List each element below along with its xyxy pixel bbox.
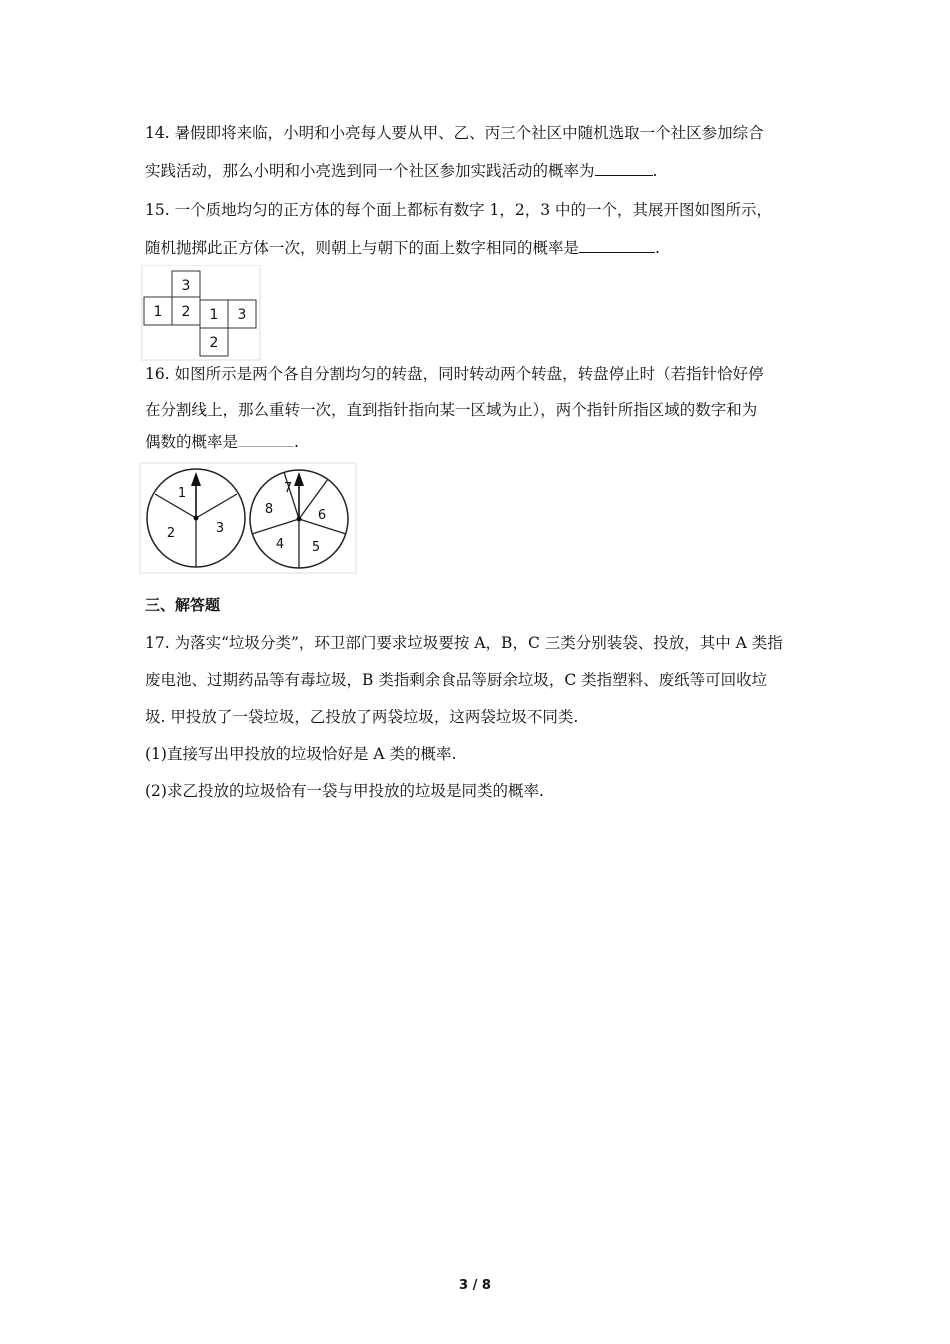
q14-line-1: 14. 暑假即将来临，小明和小亮每人要从甲、乙、丙三个社区中随机选取一个社区参加综合 xyxy=(145,124,764,142)
q17-sub-2: (2)求乙投放的垃圾恰有一袋与甲投放的垃圾是同类的概率. xyxy=(145,782,544,800)
spinner-2-sector-5: 5 xyxy=(311,540,321,555)
spinner-2-sector-7: 7 xyxy=(283,481,293,496)
q16-text: 偶数的概率是 xyxy=(145,433,239,451)
spinner-1-sector-3: 3 xyxy=(215,521,225,536)
q16-line-3 xyxy=(145,432,299,452)
q17-line-3: 圾. 甲投放了一袋垃圾，乙投放了两袋垃圾，这两袋垃圾不同类. xyxy=(145,708,579,726)
q15-line-1: 15. 一个质地均匀的正方体的每个面上都标有数字 1，2，3 中的一个，其展开图如图所示， xyxy=(145,201,773,219)
q14-answer-blank xyxy=(595,161,653,176)
cube-net-figure xyxy=(140,265,262,361)
q15-period: . xyxy=(655,239,660,257)
q17-line-1: 17. 为落实“垃圾分类”，环卫部门要求垃圾要按 A，B，C 三类分别装袋、投放，其中 A 类指 xyxy=(145,634,783,652)
q16-period: . xyxy=(294,433,299,451)
q16-line-1: 16. 如图所示是两个各自分割均匀的转盘，同时转动两个转盘，转盘停止时（若指针恰好停 xyxy=(145,365,764,383)
q17-line-2: 废电池、过期药品等有毒垃圾，B 类指剩余食品等厨余垃圾，C 类指塑料、废纸等可回收垃 xyxy=(145,671,768,689)
net-cell-row-3: 1 xyxy=(209,307,219,323)
q15-text: 随机抛掷此正方体一次，则朝上与朝下的面上数字相同的概率是 xyxy=(145,239,580,257)
net-cell-top: 3 xyxy=(181,278,191,294)
q16-line-2: 在分割线上，那么重转一次，直到指针指向某一区域为止），两个指针所指区域的数字和为 xyxy=(145,401,758,419)
q14-line-2 xyxy=(145,161,657,181)
net-cell-row-1: 1 xyxy=(153,304,163,320)
spinner-1-sector-1: 1 xyxy=(177,486,187,501)
q17-sub-1: (1)直接写出甲投放的垃圾恰好是 A 类的概率. xyxy=(145,745,457,763)
q16-answer-blank xyxy=(238,432,294,447)
q14-text: 实践活动，那么小明和小亮选到同一个社区参加实践活动的概率为 xyxy=(145,162,595,180)
net-cell-row-4: 3 xyxy=(237,307,247,323)
spinner-2-sector-4: 4 xyxy=(275,537,285,552)
net-cell-row-2: 2 xyxy=(181,304,191,320)
spinner-2 xyxy=(250,470,348,568)
spinners-figure xyxy=(138,462,358,574)
section-3-heading: 三、解答题 xyxy=(145,596,221,614)
q15-line-2 xyxy=(145,238,660,258)
page-number: 3 / 8 xyxy=(459,1278,491,1293)
q15-answer-blank xyxy=(579,238,655,253)
q14-period: . xyxy=(652,162,658,180)
spinner-1 xyxy=(147,469,245,567)
spinner-2-sector-6: 6 xyxy=(317,508,327,523)
spinner-2-sector-8: 8 xyxy=(264,502,274,517)
net-cell-bottom: 2 xyxy=(209,335,219,351)
spinner-1-sector-2: 2 xyxy=(166,526,176,541)
